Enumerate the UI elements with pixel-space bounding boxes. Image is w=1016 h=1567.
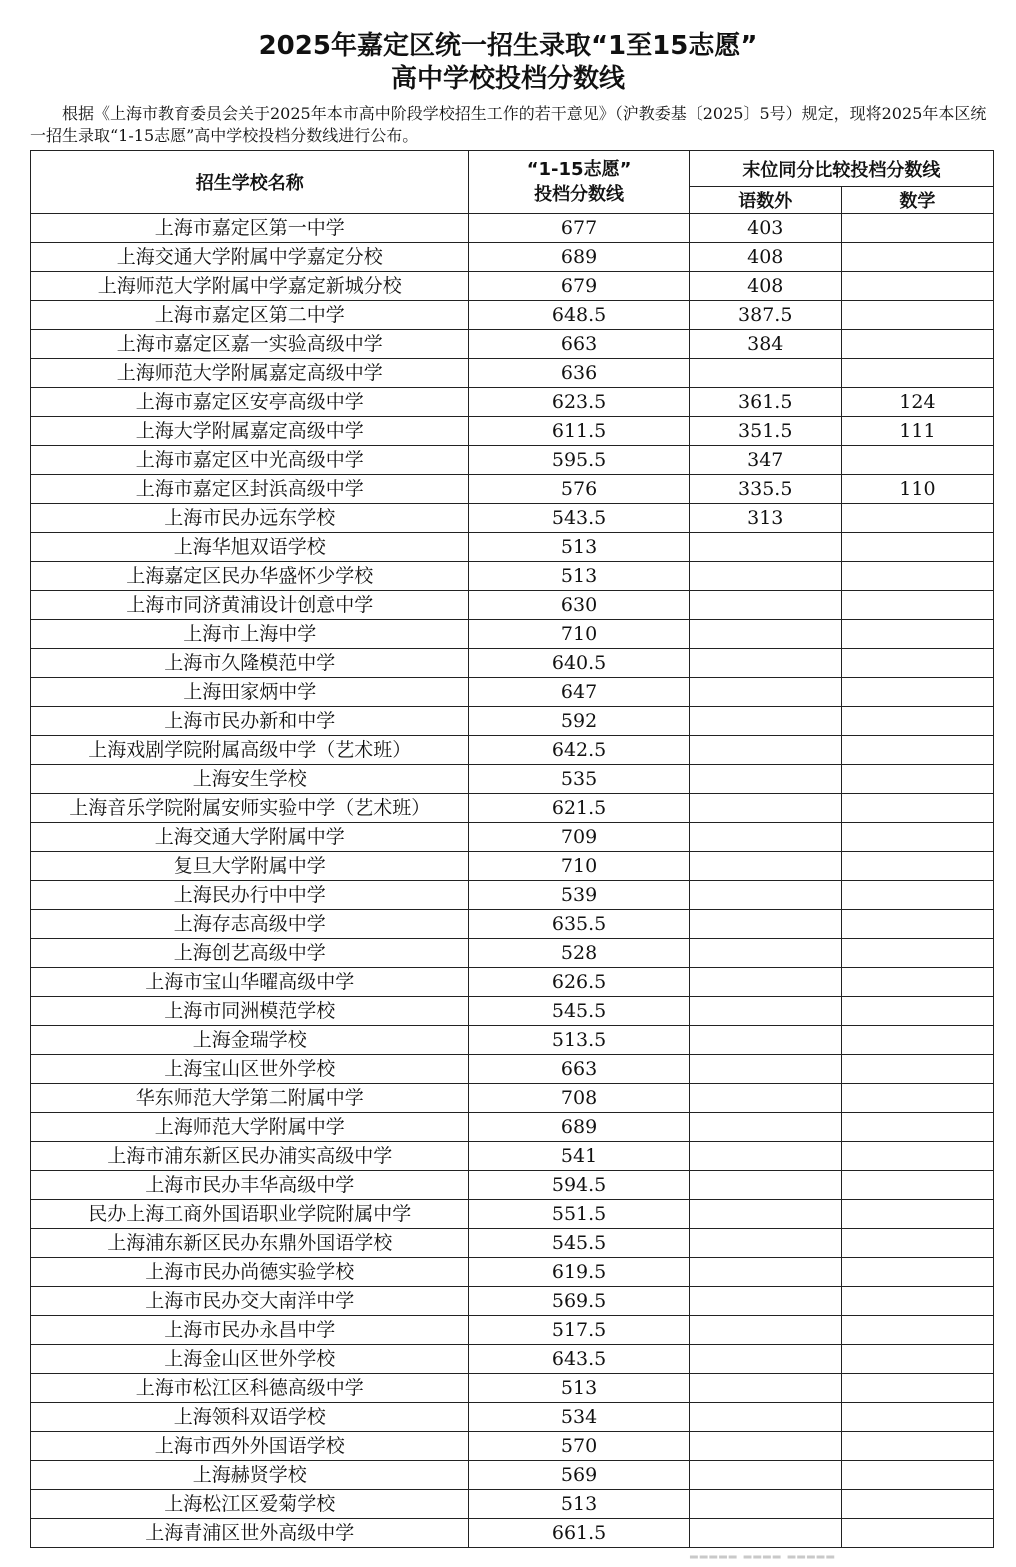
school-name-cell: 上海市民办交大南洋中学 [31, 1287, 469, 1316]
chinese-math-english-cell: 408 [689, 243, 841, 272]
score-cell: 594.5 [469, 1171, 689, 1200]
score-cell: 539 [469, 881, 689, 910]
score-cell: 570 [469, 1432, 689, 1461]
score-cell: 630 [469, 591, 689, 620]
school-name-cell: 上海市嘉定区封浜高级中学 [31, 475, 469, 504]
score-cell: 709 [469, 823, 689, 852]
table-row [31, 504, 994, 533]
table-row [31, 1113, 994, 1142]
school-name-cell: 上海交通大学附属中学嘉定分校 [31, 243, 469, 272]
chinese-math-english-cell [689, 1055, 841, 1084]
score-cell: 528 [469, 939, 689, 968]
school-name-cell: 上海赫贤学校 [31, 1461, 469, 1490]
school-name-cell: 上海市民办尚德实验学校 [31, 1258, 469, 1287]
header-math: 数学 [841, 187, 993, 214]
table-row [31, 881, 994, 910]
math-cell [841, 214, 993, 243]
chinese-math-english-cell [689, 881, 841, 910]
table-row [31, 968, 994, 997]
math-cell [841, 330, 993, 359]
chinese-math-english-cell [689, 1403, 841, 1432]
school-name-cell: 上海市嘉定区第二中学 [31, 301, 469, 330]
school-name-cell: 上海松江区爱菊学校 [31, 1490, 469, 1519]
chinese-math-english-cell [689, 1287, 841, 1316]
chinese-math-english-cell [689, 765, 841, 794]
chinese-math-english-cell [689, 707, 841, 736]
chinese-math-english-cell: 313 [689, 504, 841, 533]
header-chinese-math-english: 语数外 [689, 187, 841, 214]
school-name-cell: 上海交通大学附属中学 [31, 823, 469, 852]
chinese-math-english-cell [689, 678, 841, 707]
score-cell: 661.5 [469, 1519, 689, 1548]
score-cell: 677 [469, 214, 689, 243]
chinese-math-english-cell [689, 1229, 841, 1258]
table-row [31, 823, 994, 852]
math-cell: 111 [841, 417, 993, 446]
chinese-math-english-cell [689, 649, 841, 678]
chinese-math-english-cell [689, 1084, 841, 1113]
math-cell [841, 1316, 993, 1345]
school-name-cell: 上海市民办新和中学 [31, 707, 469, 736]
math-cell [841, 1142, 993, 1171]
school-name-cell: 上海音乐学院附属安师实验中学（艺术班） [31, 794, 469, 823]
table-row [31, 533, 994, 562]
table-row [31, 359, 994, 388]
table-row [31, 910, 994, 939]
score-cell: 517.5 [469, 1316, 689, 1345]
score-table-body [31, 214, 994, 1548]
table-row [31, 562, 994, 591]
score-cell: 663 [469, 1055, 689, 1084]
math-cell [841, 649, 993, 678]
table-row [31, 1171, 994, 1200]
math-cell [841, 1374, 993, 1403]
chinese-math-english-cell [689, 1519, 841, 1548]
math-cell [841, 707, 993, 736]
math-cell [841, 997, 993, 1026]
table-row [31, 301, 994, 330]
header-score-line2: 投档分数线 [534, 184, 625, 205]
school-name-cell: 上海市民办远东学校 [31, 504, 469, 533]
school-name-cell: 上海田家炳中学 [31, 678, 469, 707]
school-name-cell: 上海师范大学附属中学 [31, 1113, 469, 1142]
document-title-line1: 2025年嘉定区统一招生录取“1至15志愿” [258, 31, 758, 61]
school-name-cell: 上海市久隆模范中学 [31, 649, 469, 678]
school-name-cell: 上海浦东新区民办东鼎外国语学校 [31, 1229, 469, 1258]
chinese-math-english-cell [689, 1316, 841, 1345]
chinese-math-english-cell [689, 1142, 841, 1171]
table-row [31, 446, 994, 475]
score-cell: 621.5 [469, 794, 689, 823]
intro-paragraph: 根据《上海市教育委员会关于2025年本市高中阶段学校招生工作的若干意见》（沪教委基〔2025〕5号）规定，现将2025年本区统一招生录取“1-15志愿”高中学校投档分数线进行公布。 [30, 104, 987, 145]
math-cell [841, 910, 993, 939]
chinese-math-english-cell [689, 1258, 841, 1287]
chinese-math-english-cell: 351.5 [689, 417, 841, 446]
math-cell [841, 562, 993, 591]
school-name-cell: 上海华旭双语学校 [31, 533, 469, 562]
math-cell [841, 939, 993, 968]
score-cell: 535 [469, 765, 689, 794]
school-name-cell: 上海市嘉定区中光高级中学 [31, 446, 469, 475]
score-cell: 513 [469, 1374, 689, 1403]
math-cell [841, 1026, 993, 1055]
school-name-cell: 上海领科双语学校 [31, 1403, 469, 1432]
table-row [31, 272, 994, 301]
math-cell [841, 1403, 993, 1432]
score-cell: 643.5 [469, 1345, 689, 1374]
score-cell: 576 [469, 475, 689, 504]
table-row [31, 1258, 994, 1287]
score-cell: 551.5 [469, 1200, 689, 1229]
math-cell [841, 1345, 993, 1374]
score-cell: 708 [469, 1084, 689, 1113]
score-cell: 569 [469, 1461, 689, 1490]
math-cell [841, 359, 993, 388]
math-cell [841, 1258, 993, 1287]
score-cell: 592 [469, 707, 689, 736]
math-cell [841, 1432, 993, 1461]
school-name-cell: 上海市嘉定区第一中学 [31, 214, 469, 243]
school-name-cell: 上海市松江区科德高级中学 [31, 1374, 469, 1403]
math-cell [841, 881, 993, 910]
score-cell: 689 [469, 1113, 689, 1142]
table-row [31, 388, 994, 417]
school-name-cell: 上海创艺高级中学 [31, 939, 469, 968]
chinese-math-english-cell: 408 [689, 272, 841, 301]
chinese-math-english-cell: 387.5 [689, 301, 841, 330]
score-cell: 679 [469, 272, 689, 301]
math-cell [841, 1519, 993, 1548]
table-row [31, 736, 994, 765]
table-row [31, 1374, 994, 1403]
table-row [31, 1026, 994, 1055]
table-row [31, 794, 994, 823]
math-cell [841, 1113, 993, 1142]
score-cell: 545.5 [469, 997, 689, 1026]
table-row [31, 243, 994, 272]
chinese-math-english-cell: 361.5 [689, 388, 841, 417]
header-score-line1: “1-15志愿” [526, 159, 632, 180]
table-row [31, 1142, 994, 1171]
school-name-cell: 上海安生学校 [31, 765, 469, 794]
math-cell [841, 968, 993, 997]
watermark-decoration: ▂▂▂▂▂ ▂▂▂▂ ▂▂▂▂▂ [690, 1548, 837, 1559]
table-row [31, 1055, 994, 1084]
score-cell: 513 [469, 533, 689, 562]
score-cell: 619.5 [469, 1258, 689, 1287]
chinese-math-english-cell [689, 1171, 841, 1200]
table-row [31, 330, 994, 359]
table-row [31, 939, 994, 968]
school-name-cell: 上海市民办丰华高级中学 [31, 1171, 469, 1200]
math-cell [841, 1084, 993, 1113]
score-cell: 710 [469, 852, 689, 881]
school-name-cell: 上海师范大学附属中学嘉定新城分校 [31, 272, 469, 301]
math-cell [841, 765, 993, 794]
chinese-math-english-cell: 403 [689, 214, 841, 243]
chinese-math-english-cell: 335.5 [689, 475, 841, 504]
score-cell: 534 [469, 1403, 689, 1432]
school-name-cell: 华东师范大学第二附属中学 [31, 1084, 469, 1113]
table-row [31, 620, 994, 649]
school-name-cell: 上海金山区世外学校 [31, 1345, 469, 1374]
math-cell [841, 533, 993, 562]
score-cell: 689 [469, 243, 689, 272]
chinese-math-english-cell [689, 1026, 841, 1055]
table-row [31, 1403, 994, 1432]
school-name-cell: 上海戏剧学院附属高级中学（艺术班） [31, 736, 469, 765]
score-cell: 626.5 [469, 968, 689, 997]
school-name-cell: 上海市西外外国语学校 [31, 1432, 469, 1461]
chinese-math-english-cell [689, 852, 841, 881]
header-score [469, 151, 689, 214]
score-cell: 636 [469, 359, 689, 388]
chinese-math-english-cell [689, 1200, 841, 1229]
school-name-cell: 上海民办行中中学 [31, 881, 469, 910]
table-row [31, 1345, 994, 1374]
math-cell [841, 301, 993, 330]
chinese-math-english-cell [689, 939, 841, 968]
chinese-math-english-cell [689, 968, 841, 997]
math-cell [841, 736, 993, 765]
score-cell: 569.5 [469, 1287, 689, 1316]
chinese-math-english-cell [689, 359, 841, 388]
table-row [31, 417, 994, 446]
score-cell: 611.5 [469, 417, 689, 446]
math-cell: 110 [841, 475, 993, 504]
math-cell [841, 823, 993, 852]
chinese-math-english-cell [689, 1345, 841, 1374]
math-cell [841, 794, 993, 823]
table-row [31, 1229, 994, 1258]
school-name-cell: 上海师范大学附属嘉定高级中学 [31, 359, 469, 388]
table-row [31, 1461, 994, 1490]
table-row [31, 214, 994, 243]
school-name-cell: 上海市同洲模范学校 [31, 997, 469, 1026]
chinese-math-english-cell [689, 736, 841, 765]
math-cell [841, 1287, 993, 1316]
table-row [31, 475, 994, 504]
math-cell [841, 446, 993, 475]
table-row [31, 707, 994, 736]
school-name-cell: 上海青浦区世外高级中学 [31, 1519, 469, 1548]
header-tiebreak-group: 末位同分比较投档分数线 [689, 151, 993, 187]
math-cell [841, 620, 993, 649]
table-row [31, 1200, 994, 1229]
score-table [30, 150, 994, 1548]
chinese-math-english-cell [689, 591, 841, 620]
score-cell: 640.5 [469, 649, 689, 678]
chinese-math-english-cell [689, 1374, 841, 1403]
school-name-cell: 上海市上海中学 [31, 620, 469, 649]
chinese-math-english-cell: 384 [689, 330, 841, 359]
table-row [31, 591, 994, 620]
school-name-cell: 复旦大学附属中学 [31, 852, 469, 881]
score-cell: 543.5 [469, 504, 689, 533]
math-cell [841, 1461, 993, 1490]
school-name-cell: 上海市宝山华曜高级中学 [31, 968, 469, 997]
school-name-cell: 上海市嘉定区安亭高级中学 [31, 388, 469, 417]
school-name-cell: 上海市嘉定区嘉一实验高级中学 [31, 330, 469, 359]
math-cell [841, 1200, 993, 1229]
school-name-cell: 民办上海工商外国语职业学院附属中学 [31, 1200, 469, 1229]
chinese-math-english-cell [689, 997, 841, 1026]
school-name-cell: 上海存志高级中学 [31, 910, 469, 939]
score-cell: 545.5 [469, 1229, 689, 1258]
table-row [31, 1316, 994, 1345]
school-name-cell: 上海宝山区世外学校 [31, 1055, 469, 1084]
table-row [31, 1084, 994, 1113]
table-row [31, 678, 994, 707]
chinese-math-english-cell [689, 533, 841, 562]
math-cell [841, 852, 993, 881]
chinese-math-english-cell [689, 1461, 841, 1490]
score-cell: 642.5 [469, 736, 689, 765]
chinese-math-english-cell [689, 823, 841, 852]
math-cell [841, 1171, 993, 1200]
math-cell [841, 504, 993, 533]
score-cell: 623.5 [469, 388, 689, 417]
math-cell [841, 1229, 993, 1258]
math-cell [841, 243, 993, 272]
table-row [31, 1519, 994, 1548]
score-cell: 648.5 [469, 301, 689, 330]
document-title-line2: 高中学校投档分数线 [390, 64, 625, 94]
chinese-math-english-cell [689, 1113, 841, 1142]
table-row [31, 997, 994, 1026]
score-table-header [31, 151, 994, 214]
chinese-math-english-cell [689, 620, 841, 649]
school-name-cell: 上海市浦东新区民办浦实高级中学 [31, 1142, 469, 1171]
math-cell [841, 678, 993, 707]
school-name-cell: 上海金瑞学校 [31, 1026, 469, 1055]
table-row [31, 1490, 994, 1519]
table-row [31, 1287, 994, 1316]
score-cell: 635.5 [469, 910, 689, 939]
chinese-math-english-cell [689, 1432, 841, 1461]
math-cell [841, 1055, 993, 1084]
header-school-name: 招生学校名称 [31, 151, 469, 214]
table-row [31, 765, 994, 794]
score-cell: 541 [469, 1142, 689, 1171]
score-cell: 513 [469, 562, 689, 591]
school-name-cell: 上海市民办永昌中学 [31, 1316, 469, 1345]
school-name-cell: 上海市同济黄浦设计创意中学 [31, 591, 469, 620]
math-cell [841, 591, 993, 620]
table-row [31, 1432, 994, 1461]
chinese-math-english-cell [689, 562, 841, 591]
chinese-math-english-cell [689, 910, 841, 939]
school-name-cell: 上海大学附属嘉定高级中学 [31, 417, 469, 446]
math-cell [841, 272, 993, 301]
school-name-cell: 上海嘉定区民办华盛怀少学校 [31, 562, 469, 591]
chinese-math-english-cell [689, 794, 841, 823]
score-cell: 513.5 [469, 1026, 689, 1055]
score-cell: 647 [469, 678, 689, 707]
chinese-math-english-cell: 347 [689, 446, 841, 475]
table-row [31, 649, 994, 678]
chinese-math-english-cell [689, 1490, 841, 1519]
score-cell: 710 [469, 620, 689, 649]
table-row [31, 852, 994, 881]
score-cell: 595.5 [469, 446, 689, 475]
math-cell: 124 [841, 388, 993, 417]
score-cell: 663 [469, 330, 689, 359]
math-cell [841, 1490, 993, 1519]
score-cell: 513 [469, 1490, 689, 1519]
